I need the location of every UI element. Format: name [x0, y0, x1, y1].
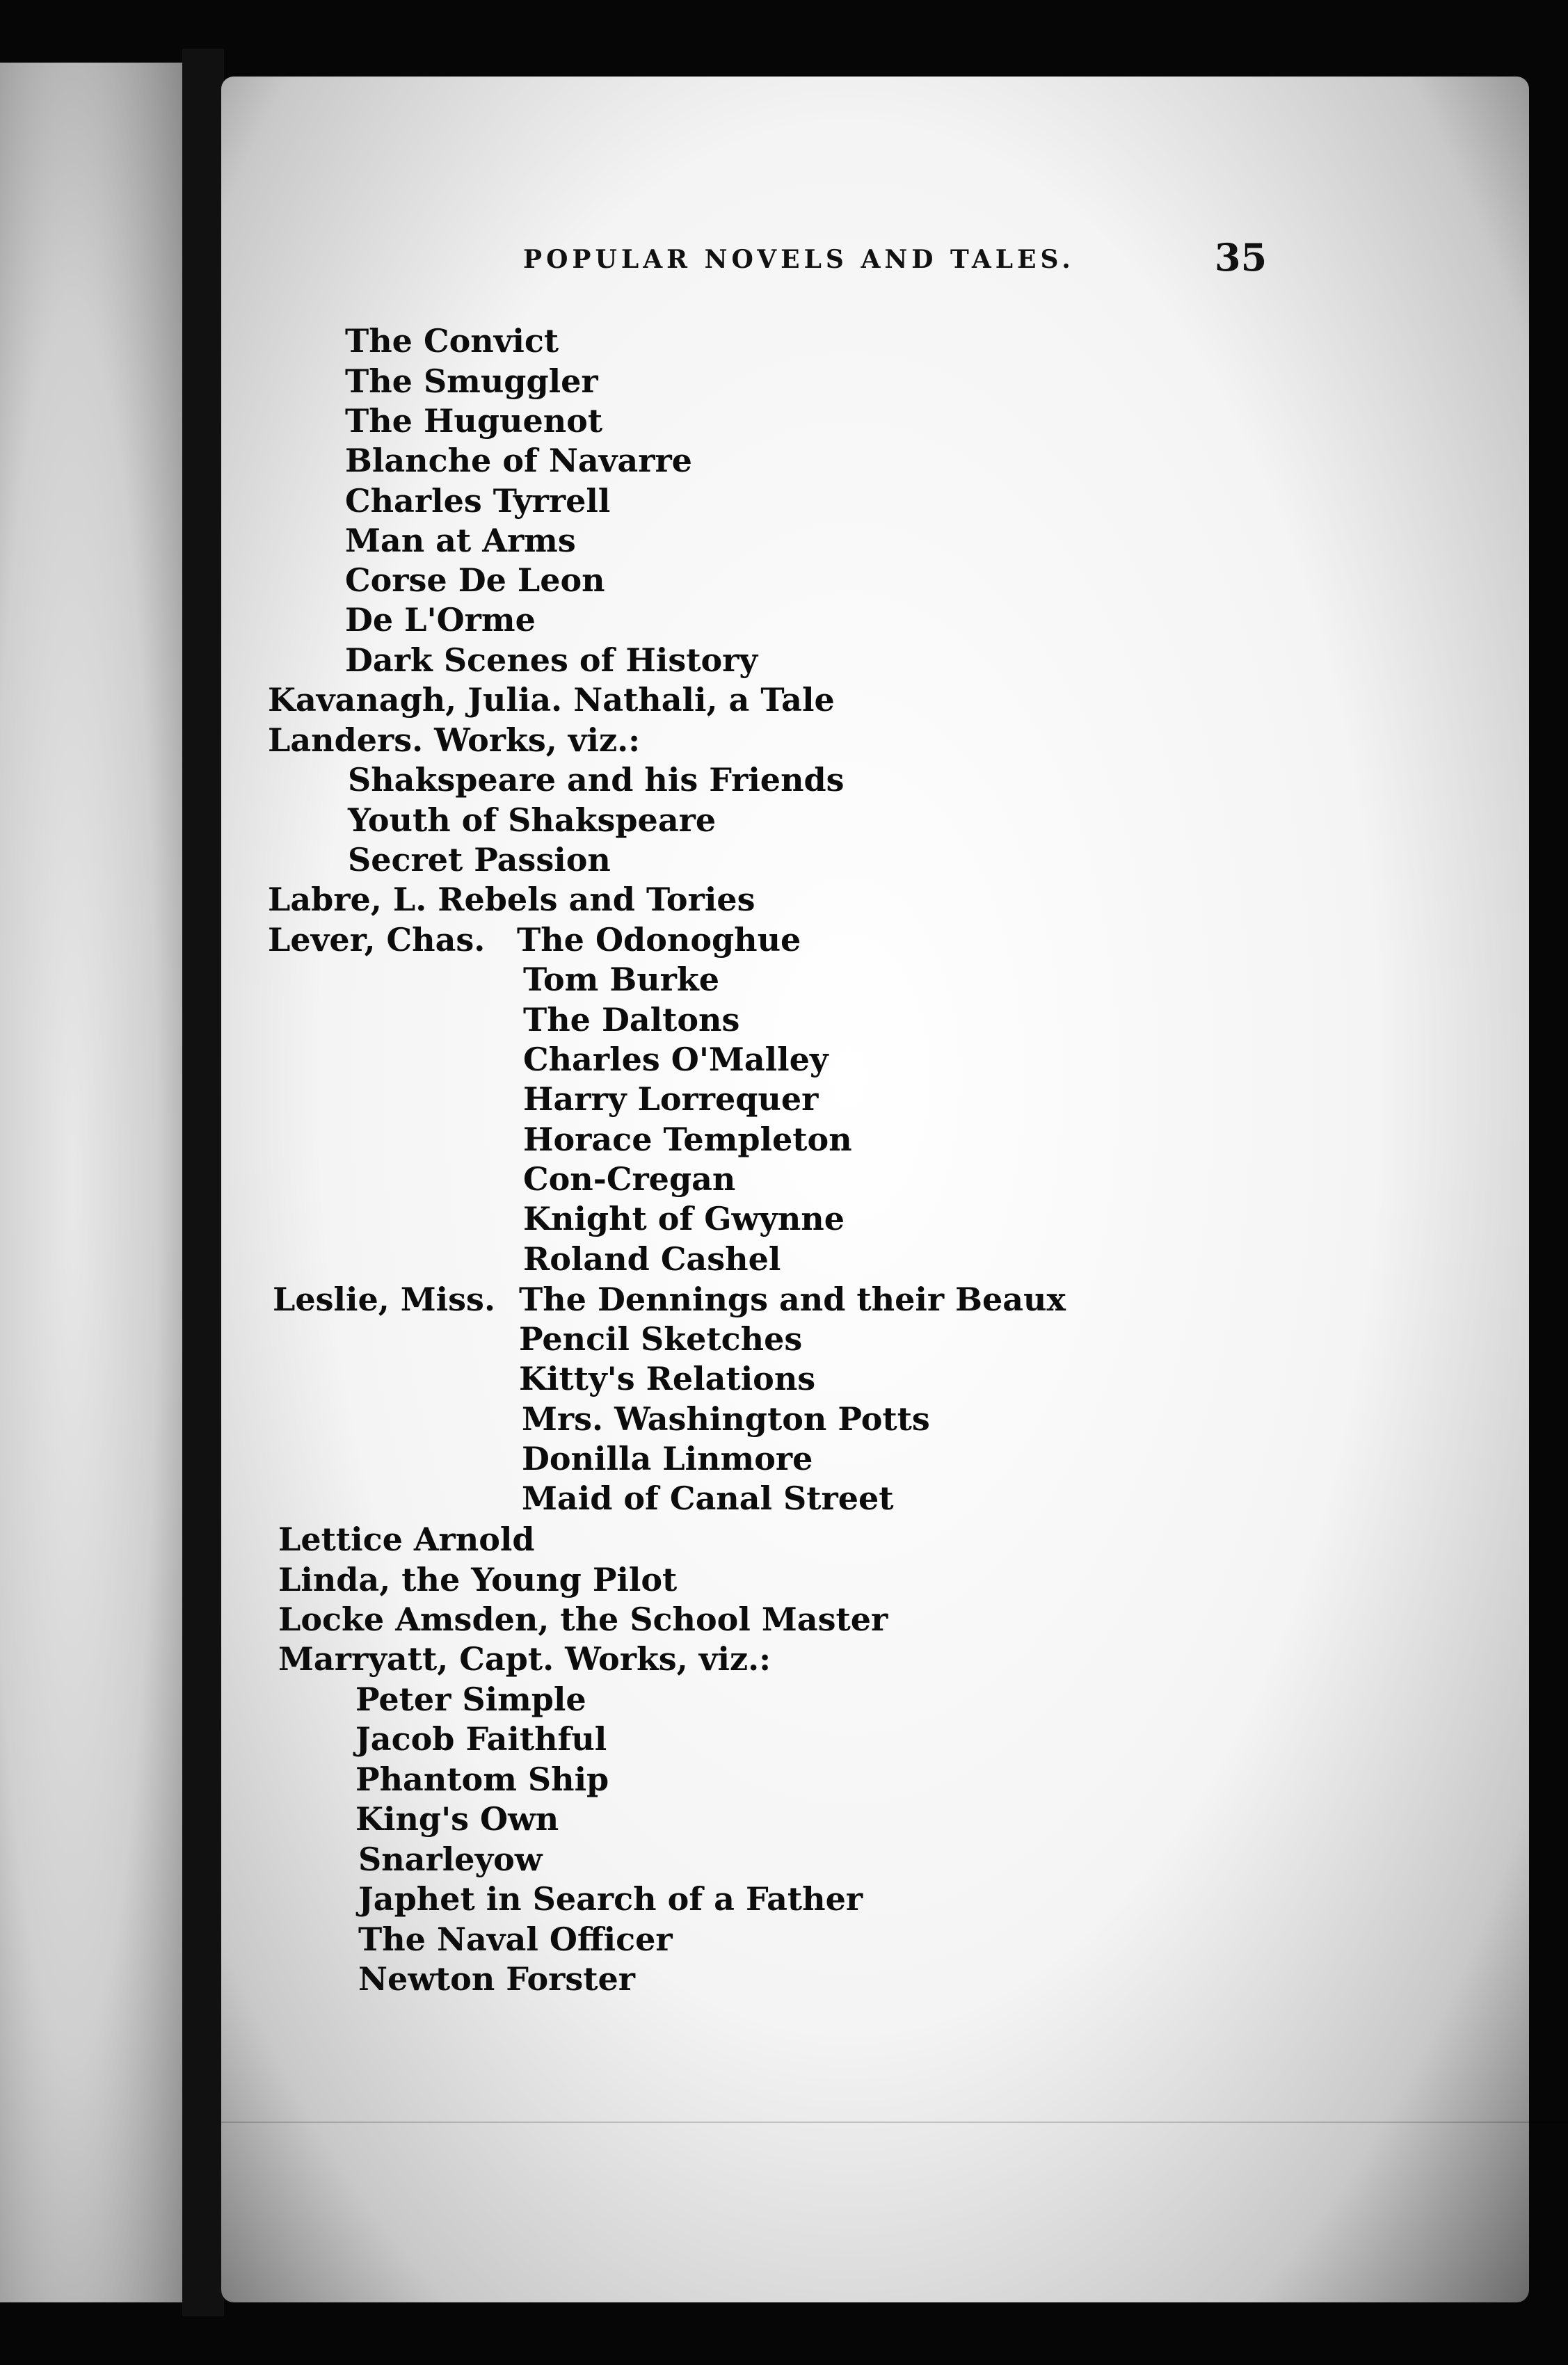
list-item: Tom Burke	[523, 961, 720, 998]
list-item: Pencil Sketches	[519, 1320, 803, 1358]
list-item: Kitty's Relations	[519, 1360, 816, 1397]
list-item: Donilla Linmore	[522, 1440, 813, 1477]
list-item: Kavanagh, Julia. Nathali, a Tale	[268, 681, 835, 719]
list-item: Knight of Gwynne	[523, 1200, 845, 1237]
list-item: Phantom Ship	[355, 1761, 609, 1798]
list-item: Leslie, Miss.	[273, 1281, 495, 1318]
list-item: Roland Cashel	[523, 1240, 781, 1278]
list-item: Landers. Works, viz.:	[268, 721, 641, 759]
list-item: Con-Cregan	[523, 1160, 736, 1198]
list-item: De L'Orme	[345, 601, 536, 639]
list-item: Peter Simple	[355, 1681, 586, 1718]
list-item: Horace Templeton	[523, 1121, 852, 1158]
list-item: Charles Tyrrell	[345, 482, 611, 520]
list-item: The Smuggler	[345, 362, 598, 400]
list-item: Harry Lorrequer	[523, 1080, 819, 1118]
list-item: Mrs. Washington Potts	[522, 1400, 930, 1438]
list-item: Dark Scenes of History	[345, 641, 758, 679]
list-item: The Daltons	[523, 1001, 740, 1039]
list-item: The Convict	[345, 322, 559, 360]
list-item: Japhet in Search of a Father	[358, 1880, 863, 1918]
list-item: Linda, the Young Pilot	[278, 1561, 678, 1598]
list-item: Jacob Faithful	[355, 1720, 607, 1758]
list-item: Lettice Arnold	[278, 1521, 535, 1558]
list-item: Youth of Shakspeare	[348, 801, 717, 839]
list-item: Man at Arms	[345, 522, 576, 559]
list-item: Lever, Chas.	[268, 921, 486, 959]
facing-page-edge	[0, 63, 182, 2302]
list-item: Corse De Leon	[345, 561, 605, 599]
list-item: The Huguenot	[345, 402, 603, 440]
page-number: 35	[1215, 235, 1267, 280]
list-item: The Naval Officer	[358, 1921, 673, 1958]
list-item: The Odonoghue	[517, 921, 801, 959]
list-item: Marryatt, Capt. Works, viz.:	[278, 1640, 771, 1678]
list-item: Locke Amsden, the School Master	[278, 1601, 888, 1638]
list-item: Charles O'Malley	[523, 1041, 829, 1078]
list-item: Shakspeare and his Friends	[348, 761, 845, 799]
list-item: Snarleyow	[358, 1841, 543, 1878]
book-gutter	[182, 49, 224, 2316]
list-item: Newton Forster	[358, 1960, 636, 1998]
list-item: King's Own	[355, 1800, 559, 1838]
list-item: Blanche of Navarre	[345, 442, 692, 479]
list-item: Maid of Canal Street	[522, 1480, 894, 1517]
list-item: Labre, L. Rebels and Tories	[268, 881, 755, 918]
list-item: The Dennings and their Beaux	[519, 1281, 1066, 1318]
page-crease	[221, 2122, 1568, 2123]
list-item: Secret Passion	[348, 841, 611, 879]
running-title: POPULAR NOVELS AND TALES.	[523, 245, 1075, 274]
